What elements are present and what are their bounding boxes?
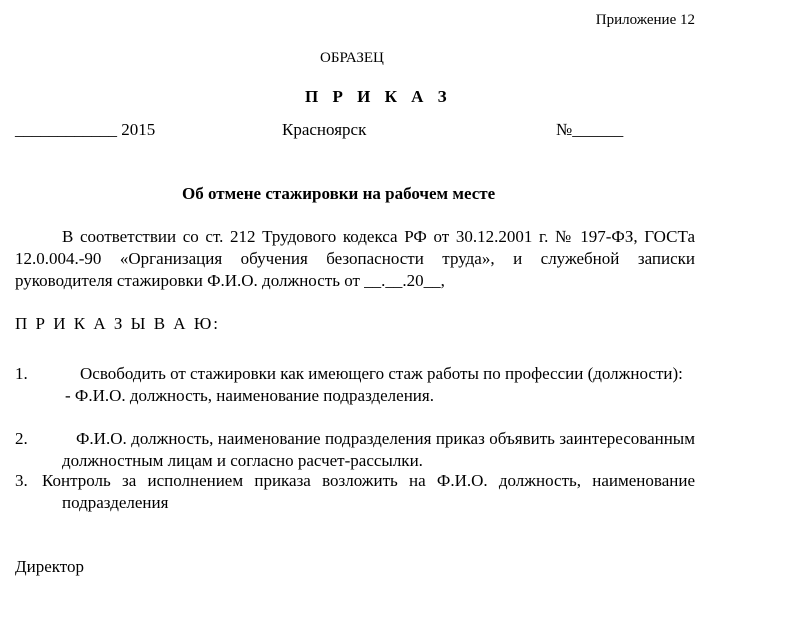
- preamble-paragraph: В соответствии со ст. 212 Трудового кодекса РФ от 30.12.2001 г. № 197-ФЗ, ГОСТа 12.0.004.-90 «Организация обучения безопасности труда», и служебной записки руководителя стажировки Ф.И.О. должность от __.__.20__,: [15, 227, 695, 290]
- sample-label: ОБРАЗЕЦ: [320, 50, 384, 66]
- document-title: П Р И К А З: [305, 87, 452, 106]
- list-item-text: Контроль за исполнением приказа возложить на Ф.И.О. должность, наименование подразделения: [42, 471, 695, 512]
- list-item-text: Ф.И.О. должность, наименование подразделения приказ объявить заинтересованным должностным лицам и согласно расчет-рассылки.: [62, 429, 695, 470]
- list-item: [15, 470, 695, 514]
- signer-title: Директор: [15, 557, 84, 576]
- list-item-number: 2.: [15, 429, 28, 448]
- list-item-text: Освободить от стажировки как имеющего стаж работы по профессии (должности):: [80, 364, 683, 383]
- appendix-label: Приложение 12: [595, 12, 695, 28]
- list-item: [15, 428, 695, 472]
- list-item-subtext: - Ф.И.О. должность, наименование подразделения.: [65, 386, 434, 405]
- list-item: [15, 363, 695, 407]
- list-item-number: 1.: [15, 364, 28, 383]
- city-label: Красноярск: [282, 120, 367, 139]
- document-subject: Об отмене стажировки на рабочем месте: [182, 184, 496, 203]
- decree-heading: П Р И К А З Ы В А Ю:: [15, 314, 221, 333]
- order-number-field: №______: [556, 120, 624, 139]
- date-field: ____________ 2015: [15, 120, 156, 139]
- list-item-number: 3.: [15, 471, 28, 490]
